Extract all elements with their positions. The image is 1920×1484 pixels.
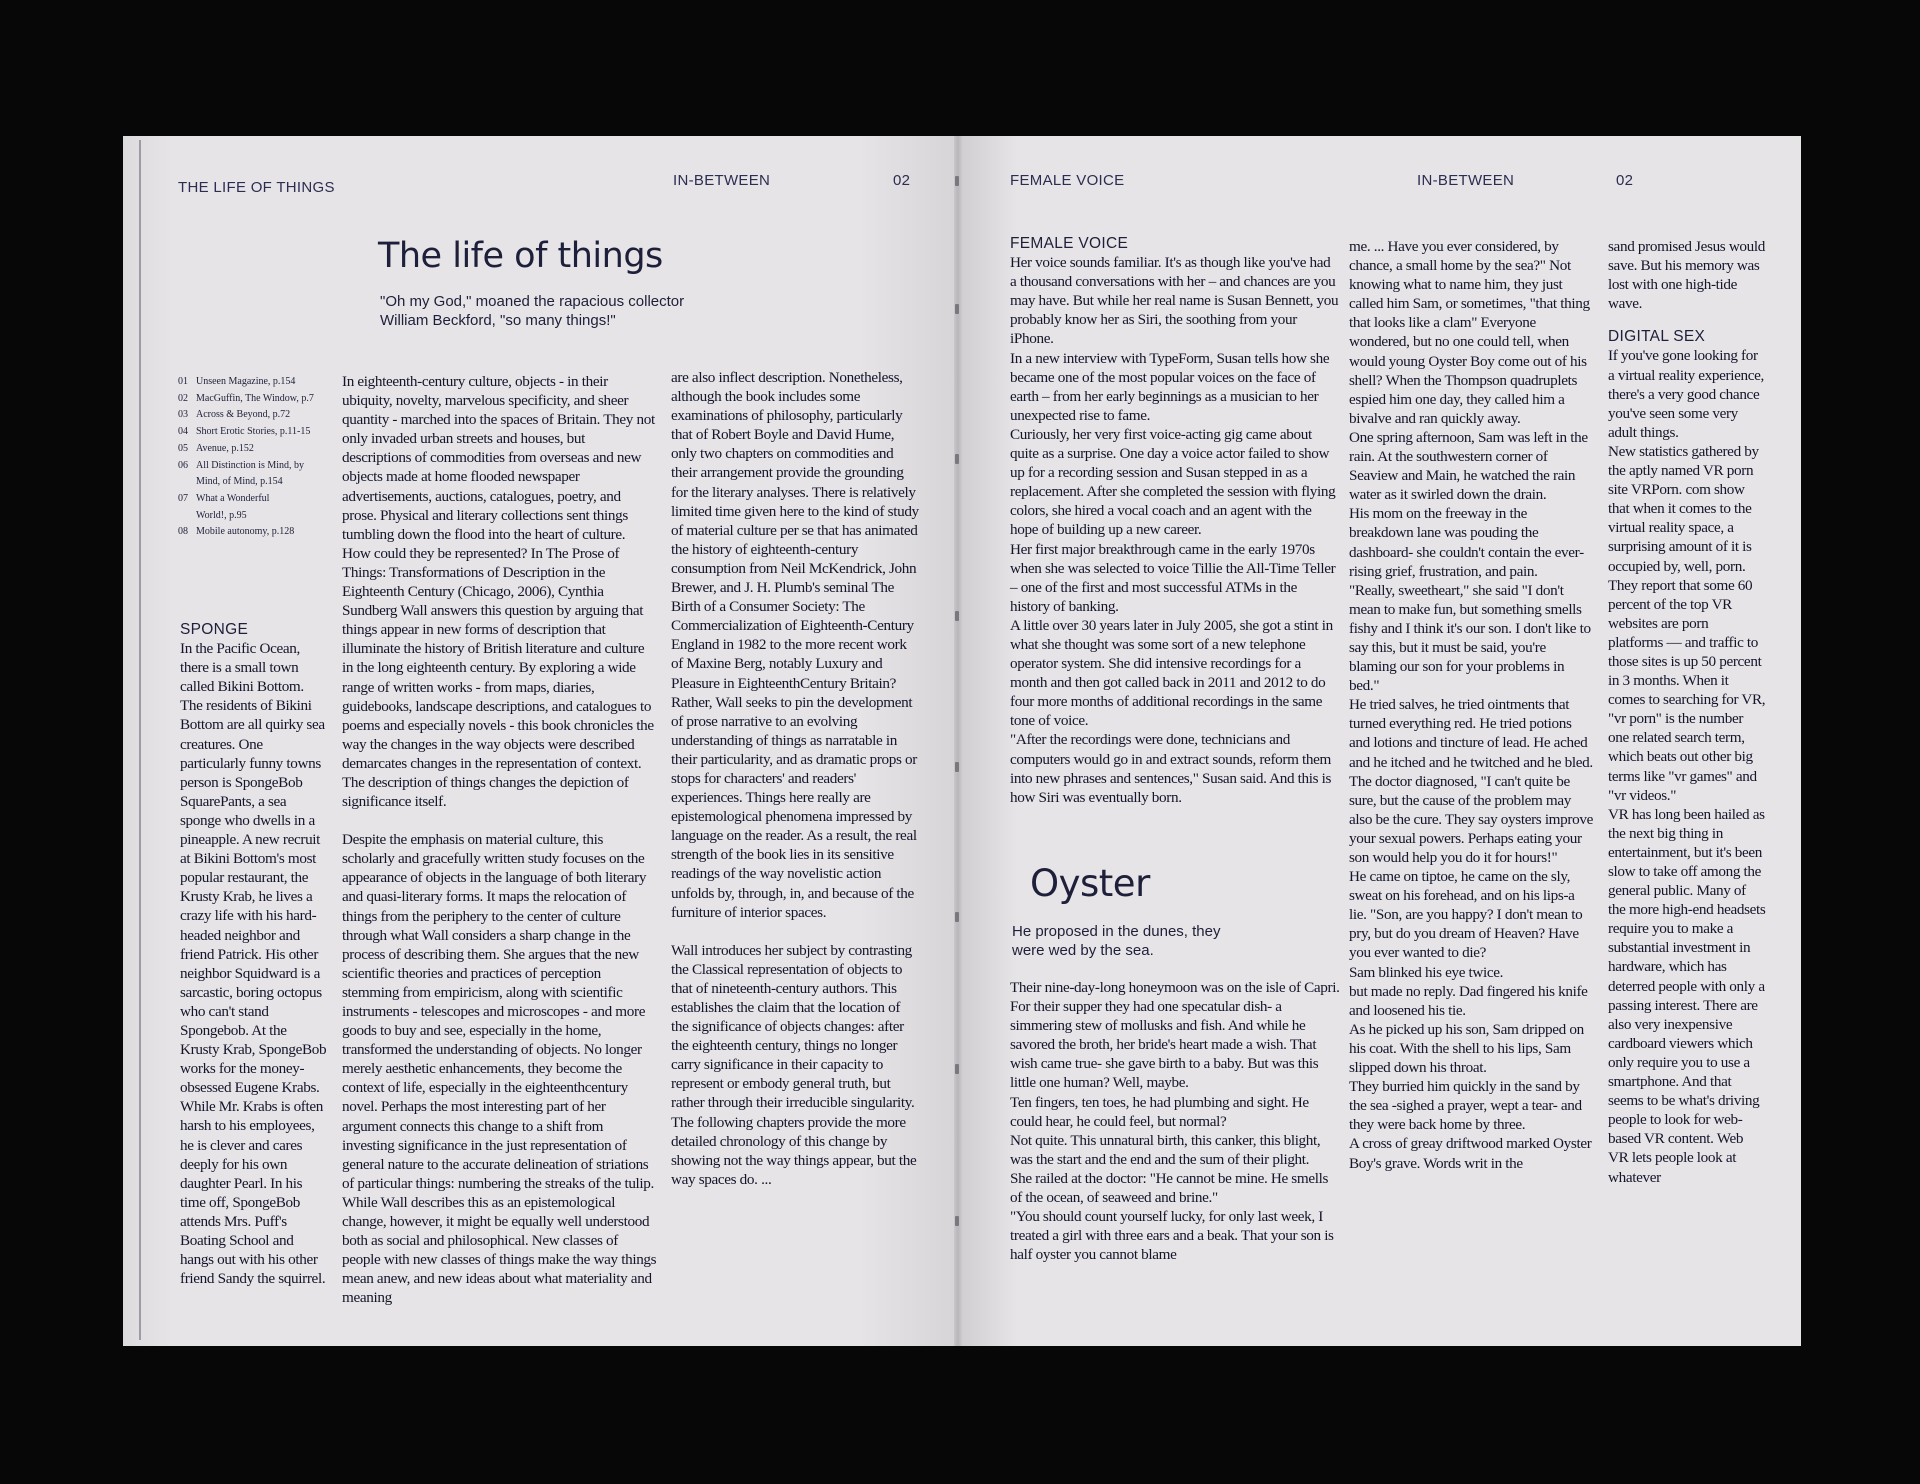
right-section-label: IN-BETWEEN	[1417, 172, 1515, 189]
right-running-header: FEMALE VOICE	[1010, 172, 1125, 189]
sponge-text: In the Pacific Ocean, there is a small town called Bikini Bottom. The residents of Bikini Bottom are all quirky sea creatures. One particularly funny towns person is SpongeBob SquarePants, a sea sponge who dwells in a pineapple. A new recruit at Bikini Bottom's most popular restaurant, the Krusty Krab, he lives a crazy life with his hard-headed neighbor and friend Patrick. His other neighbor Squidward is a sarcastic, boring octopus who can't stand Spongebob. At the Krusty Krab, SpongeBob works for the money-obsessed Eugene Krabs. While Mr. Krabs is often harsh to his employees, he is clever and cares deeply for his own daughter Pearl. In his time off, SpongeBob attends Mrs. Puff's Boating School and hangs out with his other friend Sandy the squirrel.	[180, 640, 327, 1288]
reference-text: Avenue, p.152	[196, 442, 254, 454]
article-paragraph: are also inflect description. Nonetheless, although the book includes some examinations of philosophy, particularly that of Robert Boyle and David Hume, only two chapters on commodities and their arrangement provide the grounding for the literary analyses. There is relatively limited time given here to the kind of study of material culture per se that has animated the history of eighteenth-century consumption from Neil McKendrick, John Brewer, and J. H. Plumb's seminal The Birth of a Consumer Society: The Commercialization of Eighteenth-Century England in 1982 to the more recent work of Maxine Berg, notably Luxury and Pleasure in EighteenthCentury Britain? Rather, Wall seeks to pin the development of prose narrative to an evolving understanding of things as narratable in their particularity, and as dramatic props or stops for characters' and readers' experiences. Things here really are epistemological phenomena impressed by language on the reader. As a result, the real strength of the book lies in its sensitive readings of the way novelistic action unfolds by, through, in, and because of the furniture of interior spaces.	[671, 369, 919, 921]
sponge-heading: SPONGE	[180, 621, 249, 638]
binding-mark	[955, 304, 959, 314]
reference-item	[178, 424, 338, 441]
reference-text: All Distinction is Mind, by	[196, 459, 305, 471]
reference-item	[178, 441, 338, 458]
right-page-number: 02	[1616, 172, 1634, 189]
left-running-header: THE LIFE OF THINGS	[178, 179, 335, 196]
reference-number: 08	[178, 526, 188, 538]
article-subtitle	[380, 292, 740, 330]
oyster-paragraph: A cross of greay driftwood marked Oyster Boy's grave. Words writ in the	[1349, 1135, 1592, 1172]
article-paragraph: In eighteenth-century culture, objects - in their ubiquity, novelty, marvelous specificity, and sheer quantity - marched into the spaces of Britain. They not only invaded urban streets and houses, but descriptions of commodities from overseas and new objects made at home flooded newspaper advertisements, auctions, catalogues, poetry, and prose. Physical and literary collections sent things tumbling down the flood into the heart of culture. How could they be represented? In The Prose of Things: Transformations of Description in the Eighteenth Century (Chicago, 2006), Cynthia Sundberg Wall answers this question by arguing that things appear in new forms of description that illuminate the history of British literature and culture in the long eighteenth century. By exploring a wide range of written works - from maps, diaries, guidebooks, landscape descriptions, and catalogues to poems and especially novels - this book chronicles the way the changes in the way objects were described demarcates changes in the representation of context. The description of things changes the depiction of significance itself.	[342, 373, 655, 811]
subtitle-line: were wed by the sea.	[1012, 942, 1154, 959]
article-column-3	[671, 368, 919, 1189]
reference-number	[178, 508, 196, 525]
oyster-paragraph: As he picked up his son, Sam dripped on his coat. With the shell to his lips, Sam slipped down his throat.	[1349, 1020, 1584, 1077]
binding-mark	[955, 1064, 959, 1074]
oyster-subtitle	[1012, 922, 1312, 960]
voice-paragraph: Her voice sounds familiar. It's as though like you've had a thousand conversations with her – and chances are you may have. But while her real name is Susan Bennett, you probably know her as Siri, the soothing from your iPhone.	[1010, 254, 1339, 348]
binding-mark	[955, 762, 959, 772]
oyster-paragraph: He tried salves, he tried ointments that turned everything red. He tried potions and lotions and tincture of lead. He ached and he itched and he twitched and he bled.	[1349, 696, 1593, 771]
voice-paragraph: "After the recordings were done, technicians and computers would go in and extract sounds, reform them into new phrases and sentences," Susan said. And this is how Siri was eventually born.	[1010, 731, 1332, 806]
reference-number	[178, 474, 196, 491]
spine-gutter	[954, 136, 962, 1346]
female-voice-column	[1010, 234, 1340, 807]
sponge-column	[180, 620, 328, 1288]
oyster-paragraph: me. ... Have you ever considered, by chance, a small home by the sea?" Not knowing what to name him, they just called him Sam, or sometimes, "that thing that looks like a clam" Everyone wondered, but no one could tell, when would young Oyster Boy come out of his shell? When the Thompson quadruplets espied him one day, they called him a bivalve and ran quickly away.	[1349, 238, 1590, 427]
right-page	[958, 136, 1801, 1346]
reference-number: 05	[178, 442, 188, 454]
article-column-2	[342, 372, 657, 1308]
reference-text: What a Wonderful	[196, 492, 270, 504]
digital-paragraph: New statistics gathered by the aptly named VR porn site VRPorn. com show that when it comes to the virtual reality space, a surprising amount of it is occupied by, well, porn.	[1608, 442, 1759, 575]
subtitle-line: William Beckford, "so many things!"	[380, 312, 616, 329]
references-list	[178, 374, 338, 541]
oyster-paragraph: One spring afternoon, Sam was left in the rain. At the southwestern corner of Seaview and Main, he watched the rain water as it swirled down the drain.	[1349, 428, 1588, 504]
reference-number: 07	[178, 492, 188, 504]
oyster-column-1	[1010, 978, 1340, 1264]
oyster-paragraph: His mom on the freeway in the breakdown lane was pouding the dashboard- she couldn't contain the ever-rising grief, frustration, and pain.	[1349, 505, 1584, 580]
reference-item	[178, 458, 338, 475]
oyster-paragraph: She railed at the doctor: "He cannot be mine. He smells of the ocean, of seaweed and brine."	[1010, 1169, 1329, 1207]
reference-item	[178, 508, 338, 525]
reference-number: 02	[178, 392, 188, 404]
article-paragraph: Despite the emphasis on material culture, this scholarly and gracefully written study focuses on the appearance of objects in the language of both literary and quasi-literary forms. It maps the relocation of things from the periphery to the center of culture through what Wall considers a sharp change in the process of describing them. She argues that the new scientific theories and practices of perception stemming from empiricism, along with scientific instruments - telescopes and microscopes - and more goods to buy and see, especially in the home, transformed the understanding of objects. No longer merely aesthetic enhancements, they become the context of life, especially in the eighteenthcentury novel. Perhaps the most interesting part of her argument connects this change to a shift from investing significance in the just representation of general nature to the accurate delineation of striations of particular things: numbering the streaks of the tulip. While Wall describes this as an epistemological change, however, it might be equally well understood both as social and philosophical. New classes of people with new classes of things make the way things mean anew, and new ideas about what materiality and meaning	[342, 831, 657, 1307]
binding-mark	[955, 912, 959, 922]
female-voice-heading: FEMALE VOICE	[1010, 235, 1129, 252]
oyster-paragraph: He came on tiptoe, he came on the sly, sweat on his forehead, and on his lips-a lie. "Son, are you happy? I don't mean to pry, but do you dream of Heaven? Have you ever wanted to die?	[1349, 868, 1583, 962]
digital-sex-column	[1608, 237, 1766, 1187]
digital-paragraph: They report that some 60 percent of the top VR websites are porn platforms — and traffic to those sites is up 50 percent in 3 months. When it comes to searching for VR, "vr porn" is the number one related search term, which beats out other big terms like "vr games" and "vr videos."	[1608, 576, 1766, 804]
oyster-paragraph: Sam blinked his eye twice.	[1349, 963, 1504, 981]
voice-paragraph: A little over 30 years later in July 2005, she got a stint in what she thought was some sort of a new telephone operator system. She did intensive recordings for a month and then got called back in 2011 and 2012 to do four more months of additional recordings in the same tone of voice.	[1010, 616, 1333, 730]
reference-text: MacGuffin, The Window, p.7	[196, 392, 314, 404]
left-section-label: IN-BETWEEN	[673, 172, 771, 189]
article-paragraph: Wall introduces her subject by contrasting the Classical representation of objects to that of nineteenth-century authors. This establishes the claim that the location of the significance of objects changes: after the eighteenth century, things no longer carry significance in their capacity to represent or embody general truth, but rather through their irreducible singularity. The following chapters provide the more detailed chronology of this change by showing not the way things appear, but the way spaces do. ...	[671, 941, 917, 1188]
binding-mark	[955, 454, 959, 464]
binding-mark	[955, 176, 959, 186]
oyster-column-2	[1349, 237, 1594, 1173]
left-page-number: 02	[893, 172, 911, 189]
voice-paragraph: Her first major breakthrough came in the early 1970s when she was selected to voice Tillie the All-Time Teller – one of the first and most successful ATMs in the history of banking.	[1010, 540, 1336, 615]
reference-number: 06	[178, 459, 188, 471]
reference-item	[178, 491, 338, 508]
reference-text: Unseen Magazine, p.154	[196, 376, 296, 387]
oyster-paragraph: They burried him quickly in the sand by the sea -sighed a prayer, wept a tear- and they were back home by three.	[1349, 1078, 1582, 1134]
reference-item	[178, 524, 338, 541]
reference-text: World!, p.95	[196, 509, 247, 521]
subtitle-line: "Oh my God," moaned the rapacious collector	[380, 293, 685, 310]
reference-text: Mobile autonomy, p.128	[196, 526, 295, 538]
digital-paragraph: If you've gone looking for a virtual reality experience, there's a very good chance you've seen some very adult things.	[1608, 347, 1764, 441]
reference-text: Mind, of Mind, p.154	[196, 476, 283, 488]
oyster-paragraph: sand promised Jesus would save. But his memory was lost with one high-tide wave.	[1608, 238, 1766, 313]
voice-paragraph: Curiously, her very first voice-acting gig came about quite as a surprise. One day a voice actor failed to show up for a recording session and Susan stepped in as a replacement. After she completed the session with flying colors, she hired a vocal coach and an agent with the hope of building up a new career.	[1010, 425, 1336, 539]
oyster-paragraph: Not quite. This unnatural birth, this canker, this blight, was the start and the end and the sum of their plight.	[1010, 1131, 1321, 1168]
digital-sex-heading: DIGITAL SEX	[1608, 328, 1706, 346]
oyster-paragraph: Ten fingers, ten toes, he had plumbing and sight. He could hear, he could feel, but normal?	[1010, 1093, 1309, 1130]
binding-mark	[955, 611, 959, 621]
oyster-paragraph: The doctor diagnosed, "I can't quite be sure, but the cause of the problem may also be the cure. They say oysters improve your sexual powers. Perhaps eating your son would help you do it for hours!"	[1349, 772, 1593, 866]
reference-item	[178, 374, 338, 391]
reference-number: 03	[178, 409, 188, 421]
digital-paragraph: VR has long been hailed as the next big thing in entertainment, but it's been slow to take off among the general public. Many of the more high-end headsets require you to make a substantial investment in hardware, which has deterred people with only a passing interest. There are also very inexpensive cardboard viewers which only require you to use a smartphone. And that seems to be what's driving people to look for web-based VR content. Web VR lets people look at whatever	[1608, 805, 1766, 1186]
reference-item	[178, 407, 338, 424]
reference-item	[178, 391, 338, 408]
subtitle-line: He proposed in the dunes, they	[1012, 923, 1221, 940]
reference-item	[178, 474, 338, 491]
voice-paragraph: In a new interview with TypeForm, Susan tells how she became one of the most popular voices on the face of earth – from her early beginnings as a musician to her unexpected rise to fame.	[1010, 349, 1330, 424]
article-title: The life of things	[378, 236, 663, 276]
cover-edge	[139, 140, 141, 1340]
reference-text: Short Erotic Stories, p.11-15	[196, 426, 311, 438]
left-page	[123, 136, 958, 1346]
oyster-paragraph: Their nine-day-long honeymoon was on the isle of Capri. For their supper they had one specatular dish- a simmering stew of mollusks and fish. And while he savored the broth, her bride's heart made a wish. That wish came true- she gave birth to a baby. But was this little one human? Well, maybe.	[1010, 979, 1340, 1092]
oyster-title: Oyster	[1030, 862, 1150, 905]
oyster-paragraph: "You should count yourself lucky, for only last week, I treated a girl with three ears and a beak. That your son is half oyster you cannot blame	[1010, 1208, 1334, 1264]
reference-text: Across & Beyond, p.72	[196, 409, 291, 421]
reference-number: 01	[178, 376, 188, 387]
magazine-spread	[123, 136, 1801, 1346]
oyster-paragraph: "Really, sweetheart," she said "I don't mean to make fun, but something smells fishy and I think it's our son. I don't like to say this, but it must be said, you're blaming our son for your problems in bed."	[1349, 581, 1591, 695]
binding-mark	[955, 1216, 959, 1226]
oyster-paragraph: but made no reply. Dad fingered his knife and loosened his tie.	[1349, 982, 1588, 1019]
reference-number: 04	[178, 426, 188, 438]
